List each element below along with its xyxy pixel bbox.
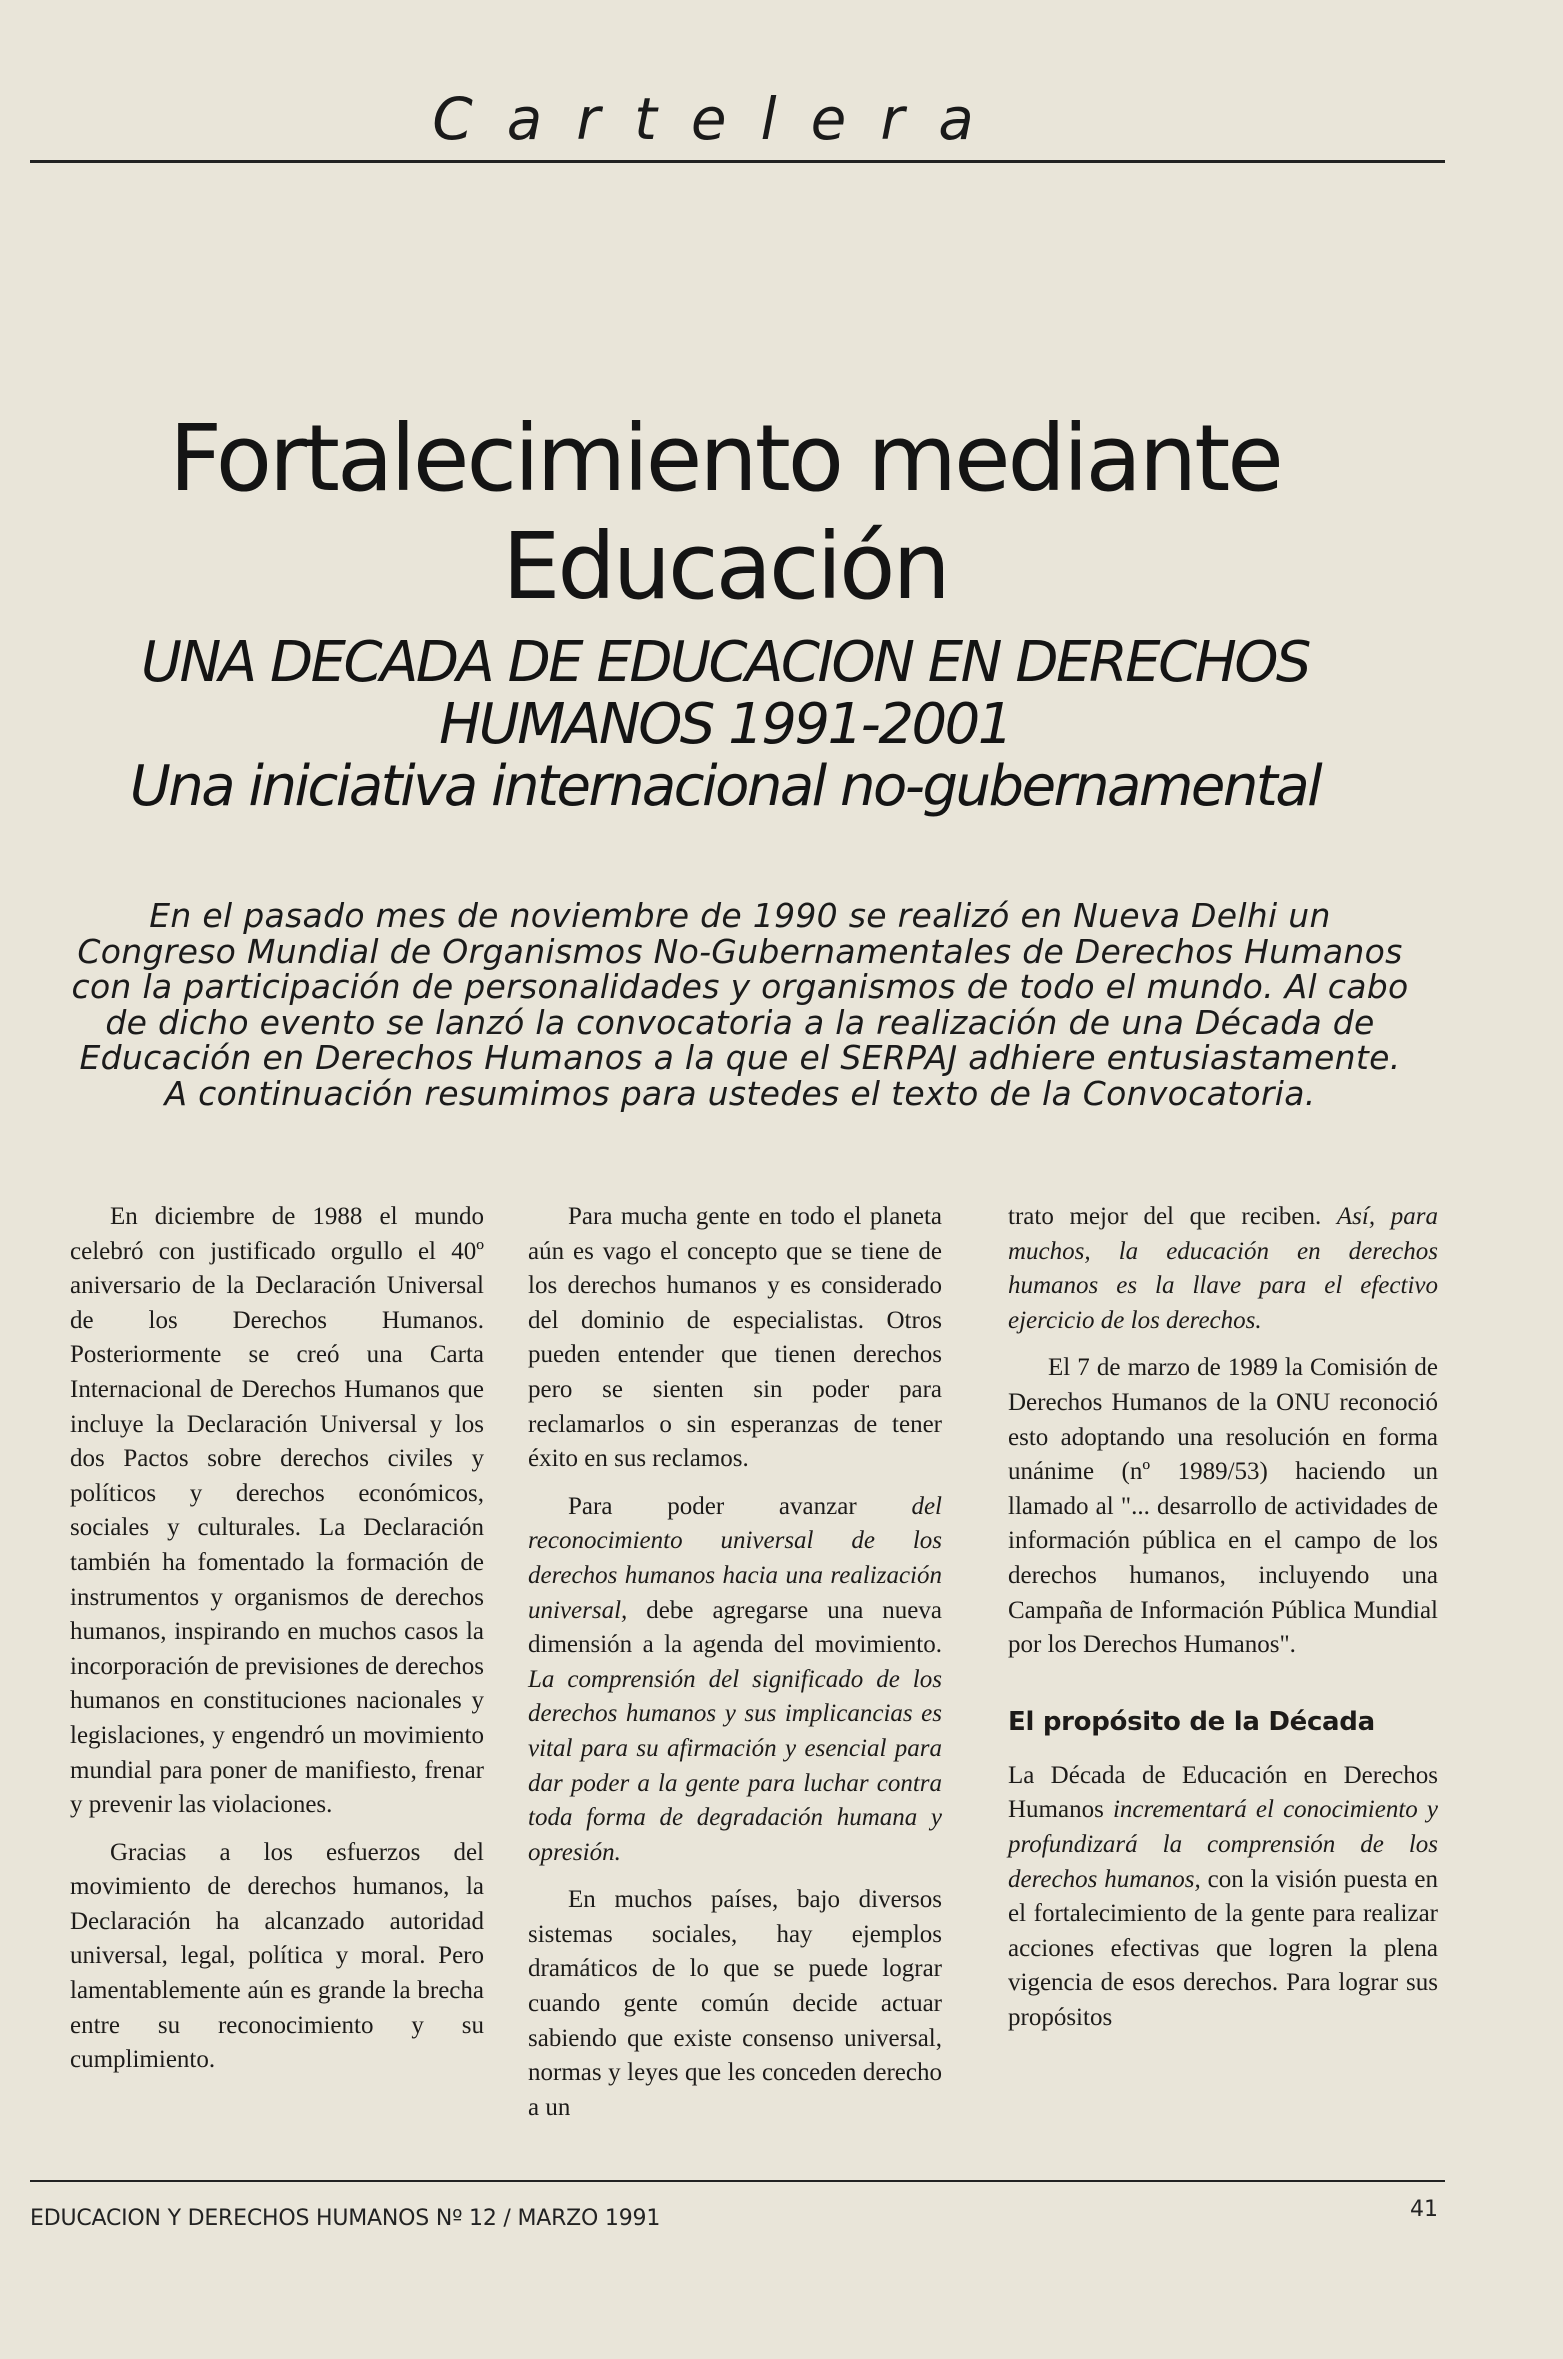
emphasis-text: Así, para muchos, la educación en derechos humanos es la llave para el efectivo ejercicio de los derechos. [1008,1203,1438,1334]
page-number: 41 [1410,2197,1438,2222]
paragraph [1008,1200,1438,1338]
paragraph: Para mucha gente en todo el planeta aún es vago el concepto que se tiene de los derechos humanos y es considerado del dominio de especialistas. Otros pueden entender que tienen derechos pero se sienten sin poder para reclamarlos o sin esperanzas de tener éxito en sus reclamos. [528,1203,942,1473]
emphasis-text: del reconocimiento universal de los derechos humanos hacia una realización universal, [528,1492,942,1624]
text-run: trato mejor del que reciben. [1008,1203,1337,1230]
section-title: Cartelera [432,85,1008,153]
text-column-2 [528,1200,942,2125]
paragraph [528,1490,942,1871]
emphasis-text: La comprensión del significado de los derechos humanos y sus implicancias es vital para su afirmación y esencial para dar poder a la gente para luchar contra toda forma de degradación humana y opresión. [528,1665,942,1866]
paragraph: El 7 de marzo de 1989 la Comisión de Derechos Humanos de la ONU reconoció esto adoptando una resolución en forma unánime (nº 1989/53) haciendo un llamado al "... desarrollo de actividades de información pública en el campo de los derechos humanos, incluyendo una Campaña de Información Pública Mundial por los Derechos Humanos". [1008,1354,1438,1659]
header-rule [30,160,1445,163]
article-title [60,405,1390,621]
article-title-line1: Fortalecimiento mediante [169,405,1281,512]
article-subtitle-line1: UNA DECADA DE EDUCACION EN DERECHOS [141,630,1309,695]
paragraph: En diciembre de 1988 el mundo celebró con justificado orgullo el 40º aniversario de la Declaración Universal de los Derechos Humanos. Posteriormente se creó una Carta Internacional de Derechos Humanos que incluye la Declaración Universal y los dos Pactos sobre derechos civiles y políticos y derechos económicos, sociales y culturales. La Declaración también ha fomentado la formación de instrumentos y organismos de derechos humanos, inspirando en muchos casos la incorporación de previsiones de derechos humanos en constituciones nacionales y legislaciones, y engendró un movimiento mundial para poner de manifiesto, frenar y prevenir las violaciones. [70,1203,484,1819]
emphasis-text: incrementará el conocimiento y profundizará la comprensión de los derechos humanos, [1008,1796,1439,1893]
article-subtitle [60,632,1390,756]
article-title-line2: Educación [502,513,948,620]
text-run: La Década de Educación en Derechos Humanos [1008,1761,1438,1824]
section-heading: El propósito de la Década [1008,1706,1375,1737]
publication-footer: EDUCACION Y DERECHOS HUMANOS Nº 12 / MARZO 1991 [30,2206,661,2231]
paragraph [1008,1759,1438,2036]
text-run: debe agregarse una nueva dimensión a la agenda del movimiento. [528,1596,942,1659]
article-intro: En el pasado mes de noviembre de 1990 se realizó en Nueva Delhi un Congreso Mundial de Organismos No-Gubernamentales de Derechos Humanos con la participación de personalidades y organismos de todo el mundo. Al cabo de dicho evento se lanzó la convocatoria a la realización de una Década de Educación en Derechos Humanos a la que el SERPAJ adhiere entusiastamente. A continuación resumimos para ustedes el texto de la Convocatoria. [71,896,1409,1113]
text-run: con la visión puesta en el fortalecimiento de la gente para realizar acciones efectivas que logren la plena vigencia de esos derechos. Para lograr sus propósitos [1008,1865,1438,2031]
article-tagline: Una iniciativa internacional no-gubernamental [129,754,1321,819]
paragraph: En muchos países, bajo diversos sistemas sociales, hay ejemplos dramáticos de lo que se puede lograr cuando gente común decide actuar sabiendo que existe consenso universal, normas y leyes que les conceden derecho a un [528,1886,942,2121]
text-column-3 [1008,1200,1438,2035]
footer-rule [30,2180,1445,2182]
paragraph: Gracias a los esfuerzos del movimiento de derechos humanos, la Declaración ha alcanzado autoridad universal, legal, política y moral. Pero lamentablemente aún es grande la brecha entre su reconocimiento y su cumplimiento. [70,1838,484,2074]
text-run: Para poder avanzar [568,1492,912,1520]
text-column-1 [70,1200,484,2078]
article-subtitle-line2: HUMANOS 1991-2001 [439,692,1011,757]
